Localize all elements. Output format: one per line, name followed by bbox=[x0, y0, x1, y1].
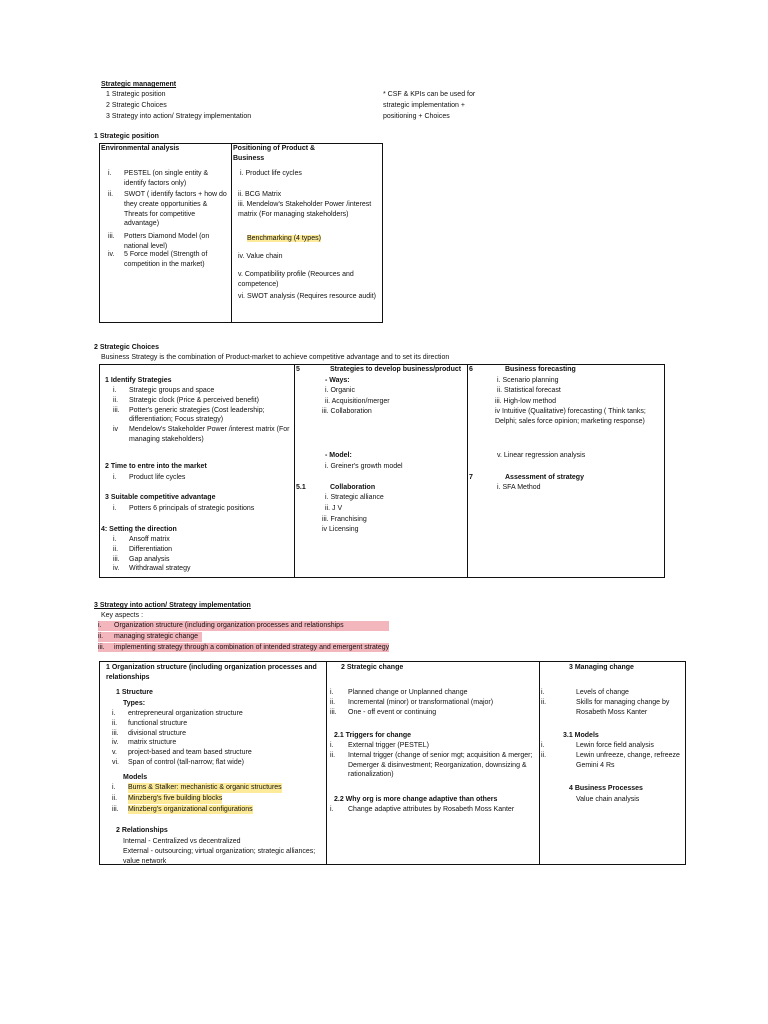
section-number: 5.1 bbox=[296, 484, 306, 491]
list-item: v. Linear regression analysis bbox=[497, 452, 586, 459]
list-item: iii. Franchising bbox=[322, 516, 367, 523]
key-aspects-list bbox=[98, 621, 389, 652]
subheading: 2 Time to entre into the market bbox=[105, 463, 207, 470]
list-item: i. SFA Method bbox=[497, 484, 541, 491]
list bbox=[112, 783, 282, 814]
list bbox=[113, 535, 283, 574]
list-item: iii. High-low method bbox=[495, 398, 557, 405]
subheading: Strategies to develop business/product bbox=[330, 366, 462, 373]
list-item: ii. J V bbox=[325, 505, 343, 512]
subheading: 3.1 Models bbox=[563, 732, 599, 739]
list-item: i. External trigger (PESTEL) bbox=[330, 742, 429, 749]
list-item: i. Product life cycles bbox=[113, 474, 186, 481]
list-item: iv Intuitive (Qualitative) forecasting ( Think tanks; Delphi; sales force opinion; marketing response) bbox=[495, 408, 646, 425]
list-item: iv. Value chain bbox=[238, 253, 283, 260]
list-item: i. Change adaptive attributes by Rosabeth Moss Kanter bbox=[330, 806, 515, 813]
label: - Ways: bbox=[325, 377, 350, 384]
note-line: strategic implementation + bbox=[383, 102, 465, 109]
list-item: ii. Minzberg's five building blocks bbox=[112, 794, 223, 802]
env-analysis-title: Environmental analysis bbox=[101, 145, 180, 152]
list-item: i. Strategic alliance bbox=[325, 494, 384, 501]
list-item: iv. matrix structure bbox=[112, 739, 177, 747]
list bbox=[541, 741, 684, 770]
header-item: 3 Strategy into action/ Strategy implementation bbox=[106, 113, 252, 120]
list-item: iv. Withdrawal strategy bbox=[113, 565, 191, 573]
list-item: ii. Skills for managing change by Rosabeth Moss Kanter bbox=[541, 698, 670, 716]
list-item: i. Levels of change bbox=[541, 689, 629, 696]
section-number: 7 bbox=[469, 474, 473, 481]
list-item: iv Licensing bbox=[322, 526, 359, 533]
section-subtitle: Business Strategy is the combination of Product-market to achieve competitive advantage and to set its direction bbox=[101, 354, 450, 361]
list-item: i. Strategic groups and space bbox=[113, 387, 215, 394]
positioning-title: Positioning of Product & Business bbox=[233, 145, 316, 162]
list bbox=[330, 741, 535, 780]
subheading: 2.1 Triggers for change bbox=[334, 732, 412, 739]
label: - Model: bbox=[325, 452, 352, 459]
list-item: iii. Minzberg's organizational configurations bbox=[112, 805, 253, 813]
list-item: v. Compatibility profile (Reources and competence) bbox=[238, 271, 354, 288]
list-item: i. PESTEL (on single entity & identify factors only) bbox=[108, 170, 209, 187]
subheading: Business forecasting bbox=[505, 366, 576, 373]
list-item: i. Burns & Stalker: mechanistic & organic structures bbox=[112, 784, 282, 791]
text-line: External - outsourcing; virtual organization; strategic alliances; value network bbox=[123, 847, 316, 865]
note-line: * CSF & KPIs can be used for bbox=[383, 91, 476, 98]
subheading: 2.2 Why org is more change adaptive than others bbox=[334, 796, 498, 803]
subheading: 3 Managing change bbox=[569, 664, 634, 671]
list bbox=[112, 709, 324, 768]
relationships-text bbox=[123, 837, 323, 866]
label: Key aspects : bbox=[101, 612, 144, 619]
list-item: iii. Mendelow's Stakeholder Power /interest matrix (For managing stakeholders) bbox=[238, 201, 372, 218]
list-item: iii. implementing strategy through a combination of intended strategy and emergent strategy bbox=[98, 643, 390, 651]
list-item: vi. Span of control (tall-narrow; flat wide) bbox=[112, 758, 244, 766]
benchmarking-highlight: Benchmarking (4 types) bbox=[247, 235, 321, 242]
list-item: i. Organization structure (including organization processes and relationships bbox=[98, 621, 389, 631]
list bbox=[330, 688, 535, 717]
list-item: i. Product life cycles bbox=[240, 170, 302, 177]
subheading: 3 Suitable competitive advantage bbox=[105, 494, 216, 501]
table-divider bbox=[231, 143, 232, 323]
list-item: iv. 5 Force model (Strength of competition in the market) bbox=[108, 251, 208, 268]
section-heading: 2 Strategic Choices bbox=[94, 344, 159, 351]
subheading: 2 Strategic change bbox=[341, 664, 404, 671]
list-item: ii. BCG Matrix bbox=[238, 191, 282, 198]
label: Types: bbox=[123, 700, 146, 707]
list-item: i. Planned change or Unplanned change bbox=[330, 689, 468, 696]
list-item: i. Scenario planning bbox=[497, 377, 559, 384]
subheading: 2 Relationships bbox=[116, 827, 168, 834]
table-divider bbox=[467, 364, 468, 578]
subheading: Collaboration bbox=[330, 484, 376, 491]
subheading: 1 Identify Strategies bbox=[105, 377, 172, 384]
list-item: i. Potters 6 principals of strategic positions bbox=[113, 505, 255, 512]
note-line: positioning + Choices bbox=[383, 113, 450, 120]
list-item: i. Lewin force field analysis bbox=[541, 742, 654, 749]
section-heading: 1 Strategic position bbox=[94, 133, 159, 140]
list-item: iii. Potters Diamond Model (on national level) bbox=[108, 233, 210, 250]
list bbox=[113, 386, 293, 445]
section-number: 6 bbox=[469, 366, 473, 373]
subheading: 4: Setting the direction bbox=[101, 526, 177, 533]
env-analysis-list bbox=[108, 169, 230, 270]
label: Models bbox=[123, 774, 148, 781]
list-item: i. Ansoff matrix bbox=[113, 536, 170, 543]
list-item: iii. Potter's generic strategies (Cost leadership; differentiation; Focus strategy) bbox=[113, 406, 265, 424]
list-item: ii. managing strategic change bbox=[98, 632, 202, 642]
list-item: i. Organic bbox=[325, 387, 355, 394]
list-item: ii. Internal trigger (change of senior mgt; acquisition & merger; Demerger & disinvestment; Reorganization, downsizing & rationalization) bbox=[330, 751, 533, 779]
list-item: ii. Statistical forecast bbox=[497, 387, 561, 394]
list-item: ii. functional structure bbox=[112, 719, 188, 727]
table-divider bbox=[294, 364, 295, 578]
list-item: ii. SWOT ( identify factors + how do they create opportunities & Threats for competitive advantage) bbox=[108, 191, 227, 228]
list-item: iii. divisional structure bbox=[112, 729, 186, 737]
subheading: 1 Structure bbox=[116, 689, 153, 696]
list-item: iii. Collaboration bbox=[322, 408, 372, 415]
header-item: 2 Strategic Choices bbox=[106, 102, 167, 109]
list-item: v. project-based and team based structure bbox=[112, 749, 252, 757]
list-item: ii. Incremental (minor) or transformational (major) bbox=[330, 698, 494, 706]
doc-title: Strategic management bbox=[101, 81, 177, 88]
text-line: Internal - Centralized vs decentralized bbox=[123, 838, 241, 845]
subheading: Assessment of strategy bbox=[505, 474, 584, 481]
list-item: vi. SWOT analysis (Requires resource audit) bbox=[238, 293, 376, 300]
subheading: 4 Business Processes bbox=[569, 785, 643, 792]
list-item: i. entrepreneural organization structure bbox=[112, 710, 243, 717]
list-item: ii. Differentiation bbox=[113, 545, 173, 553]
list-item: i. Greiner's growth model bbox=[325, 463, 403, 470]
list-item: iv Mendelow's Stakeholder Power /interest matrix (For managing stakeholders) bbox=[113, 426, 290, 443]
list-item: ii. Acquisition/merger bbox=[325, 398, 390, 405]
table-divider bbox=[326, 661, 327, 865]
section-heading: 3 Strategy into action/ Strategy implementation bbox=[94, 602, 251, 609]
list-item: iii. Gap analysis bbox=[113, 555, 170, 563]
list-item: ii. Lewin unfreeze, change, refreeze Gemini 4 Rs bbox=[541, 751, 680, 769]
section-number: 5 bbox=[296, 366, 300, 373]
list-item: Value chain analysis bbox=[576, 796, 640, 803]
list bbox=[541, 688, 684, 717]
list-item: ii. Strategic clock (Price & perceived benefit) bbox=[113, 396, 259, 404]
list-item: iii. One - off event or continuing bbox=[330, 708, 437, 716]
subheading: 1 Organization structure (including organization processes and relationships bbox=[106, 664, 317, 681]
header-item: 1 Strategic position bbox=[106, 91, 166, 98]
